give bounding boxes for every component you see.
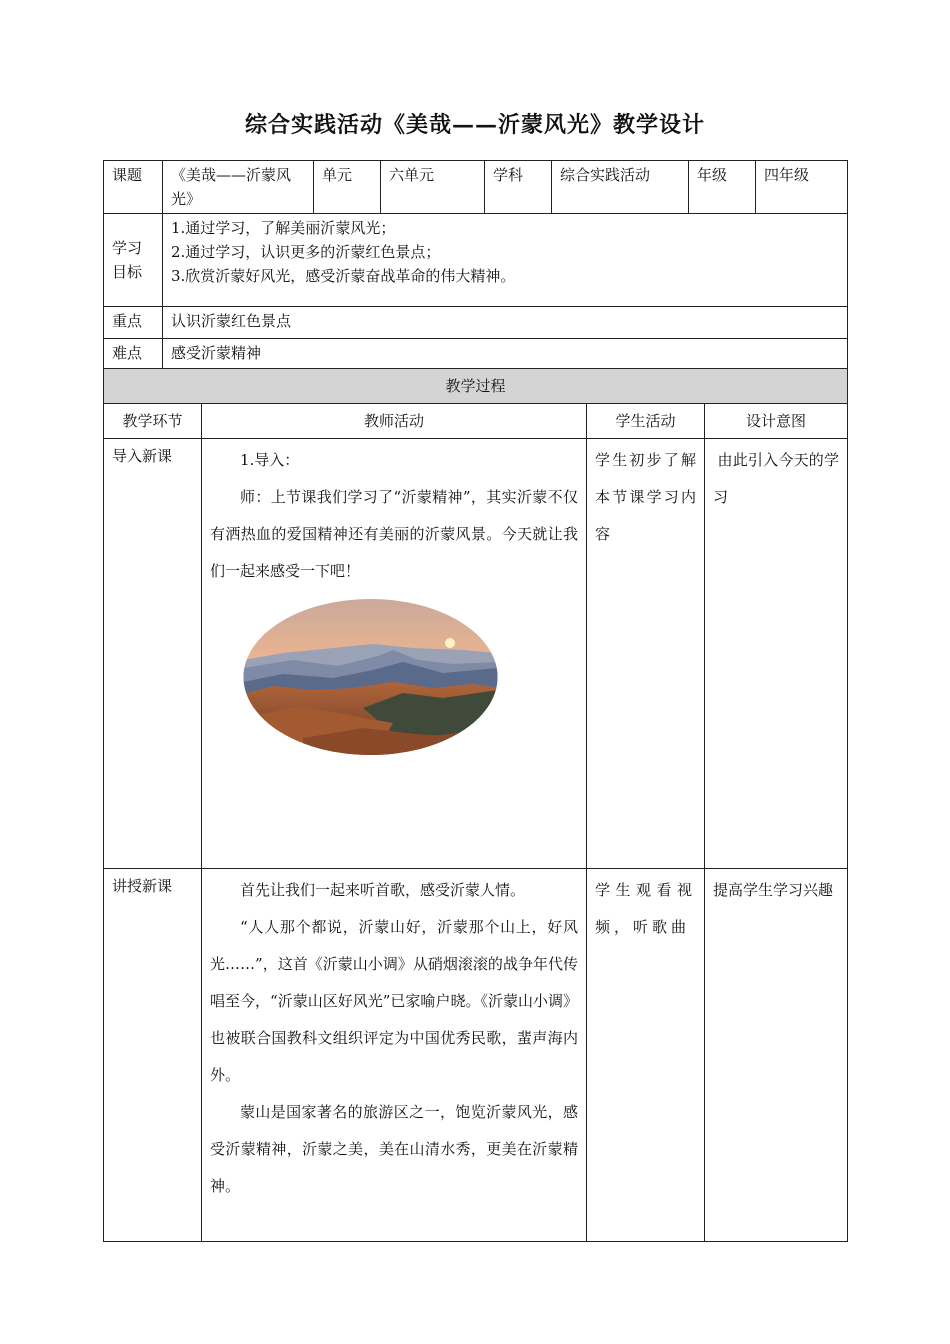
topic-label: 课题	[104, 161, 163, 214]
student-cell	[587, 869, 705, 1242]
goals-list	[163, 214, 848, 307]
table-row	[104, 439, 848, 869]
key-label: 重点	[104, 307, 163, 339]
unit-value: 六单元	[381, 161, 485, 214]
document-title: 综合实践活动《美哉——沂蒙风光》教学设计	[244, 112, 705, 138]
process-header: 教学过程	[104, 369, 848, 404]
intent-text: 提高学生学习兴趣	[713, 881, 834, 899]
stage-cell	[104, 439, 202, 869]
unit-label: 单元	[314, 161, 381, 214]
teacher-paragraph: 1.导入：	[240, 451, 300, 469]
difficulty-value: 感受沂蒙精神	[163, 339, 848, 371]
teacher-paragraph: 蒙山是国家著名的旅游区之一，饱览沂蒙风光，感受沂蒙精神，沂蒙之美，美在山清水秀，更美在沂蒙精神。	[210, 1103, 578, 1195]
student-text: 学生初步了解本节课学习内容	[595, 451, 696, 543]
intent-text: 由此引入今天的学习	[713, 451, 840, 506]
goal-item: 2.通过学习，认识更多的沂蒙红色景点；	[171, 243, 441, 261]
teacher-cell	[202, 869, 587, 1242]
subject-value: 综合实践活动	[552, 161, 689, 214]
key-value: 认识沂蒙红色景点	[163, 307, 848, 339]
landscape-image	[243, 598, 498, 756]
stage-text: 导入新课	[112, 447, 173, 465]
process-table	[103, 368, 848, 1242]
teacher-paragraph: 师：上节课我们学习了“沂蒙精神”，其实沂蒙不仅有洒热血的爱国精神还有美丽的沂蒙风景。今天就让我们一起来感受一下吧！	[210, 488, 578, 580]
info-table	[103, 160, 848, 371]
intent-cell	[705, 439, 848, 869]
column-header: 学生活动	[587, 404, 705, 439]
goal-item: 3.欣赏沂蒙好风光，感受沂蒙奋战革命的伟大精神。	[171, 267, 516, 285]
teacher-paragraph: “人人那个都说，沂蒙山好，沂蒙那个山上，好风光……”，这首《沂蒙山小调》从硝烟滚滚的战争年代传唱至今，“沂蒙山区好风光”已家喻户晓。《沂蒙山小调》也被联合国教科文组织评定为中国优秀民歌，蜚声海内外。	[210, 918, 578, 1084]
stage-cell	[104, 869, 202, 1242]
column-header: 教学环节	[104, 404, 202, 439]
intent-cell	[705, 869, 848, 1242]
student-text: 学生观看视频，听歌曲	[595, 881, 696, 936]
subject-label: 学科	[485, 161, 552, 214]
student-cell	[587, 439, 705, 869]
column-header: 设计意图	[705, 404, 848, 439]
grade-label: 年级	[689, 161, 756, 214]
difficulty-label: 难点	[104, 339, 163, 371]
teacher-paragraph: 首先让我们一起来听首歌，感受沂蒙人情。	[240, 881, 526, 899]
grade-value: 四年级	[756, 161, 848, 214]
topic-value: 《美哉——沂蒙风光》	[163, 161, 314, 214]
goal-item: 1.通过学习，了解美丽沂蒙风光；	[171, 219, 396, 237]
column-header: 教师活动	[202, 404, 587, 439]
stage-text: 讲授新课	[112, 877, 173, 895]
table-row	[104, 869, 848, 1242]
teacher-cell	[202, 439, 587, 869]
goals-label: 学习目标	[104, 214, 163, 307]
